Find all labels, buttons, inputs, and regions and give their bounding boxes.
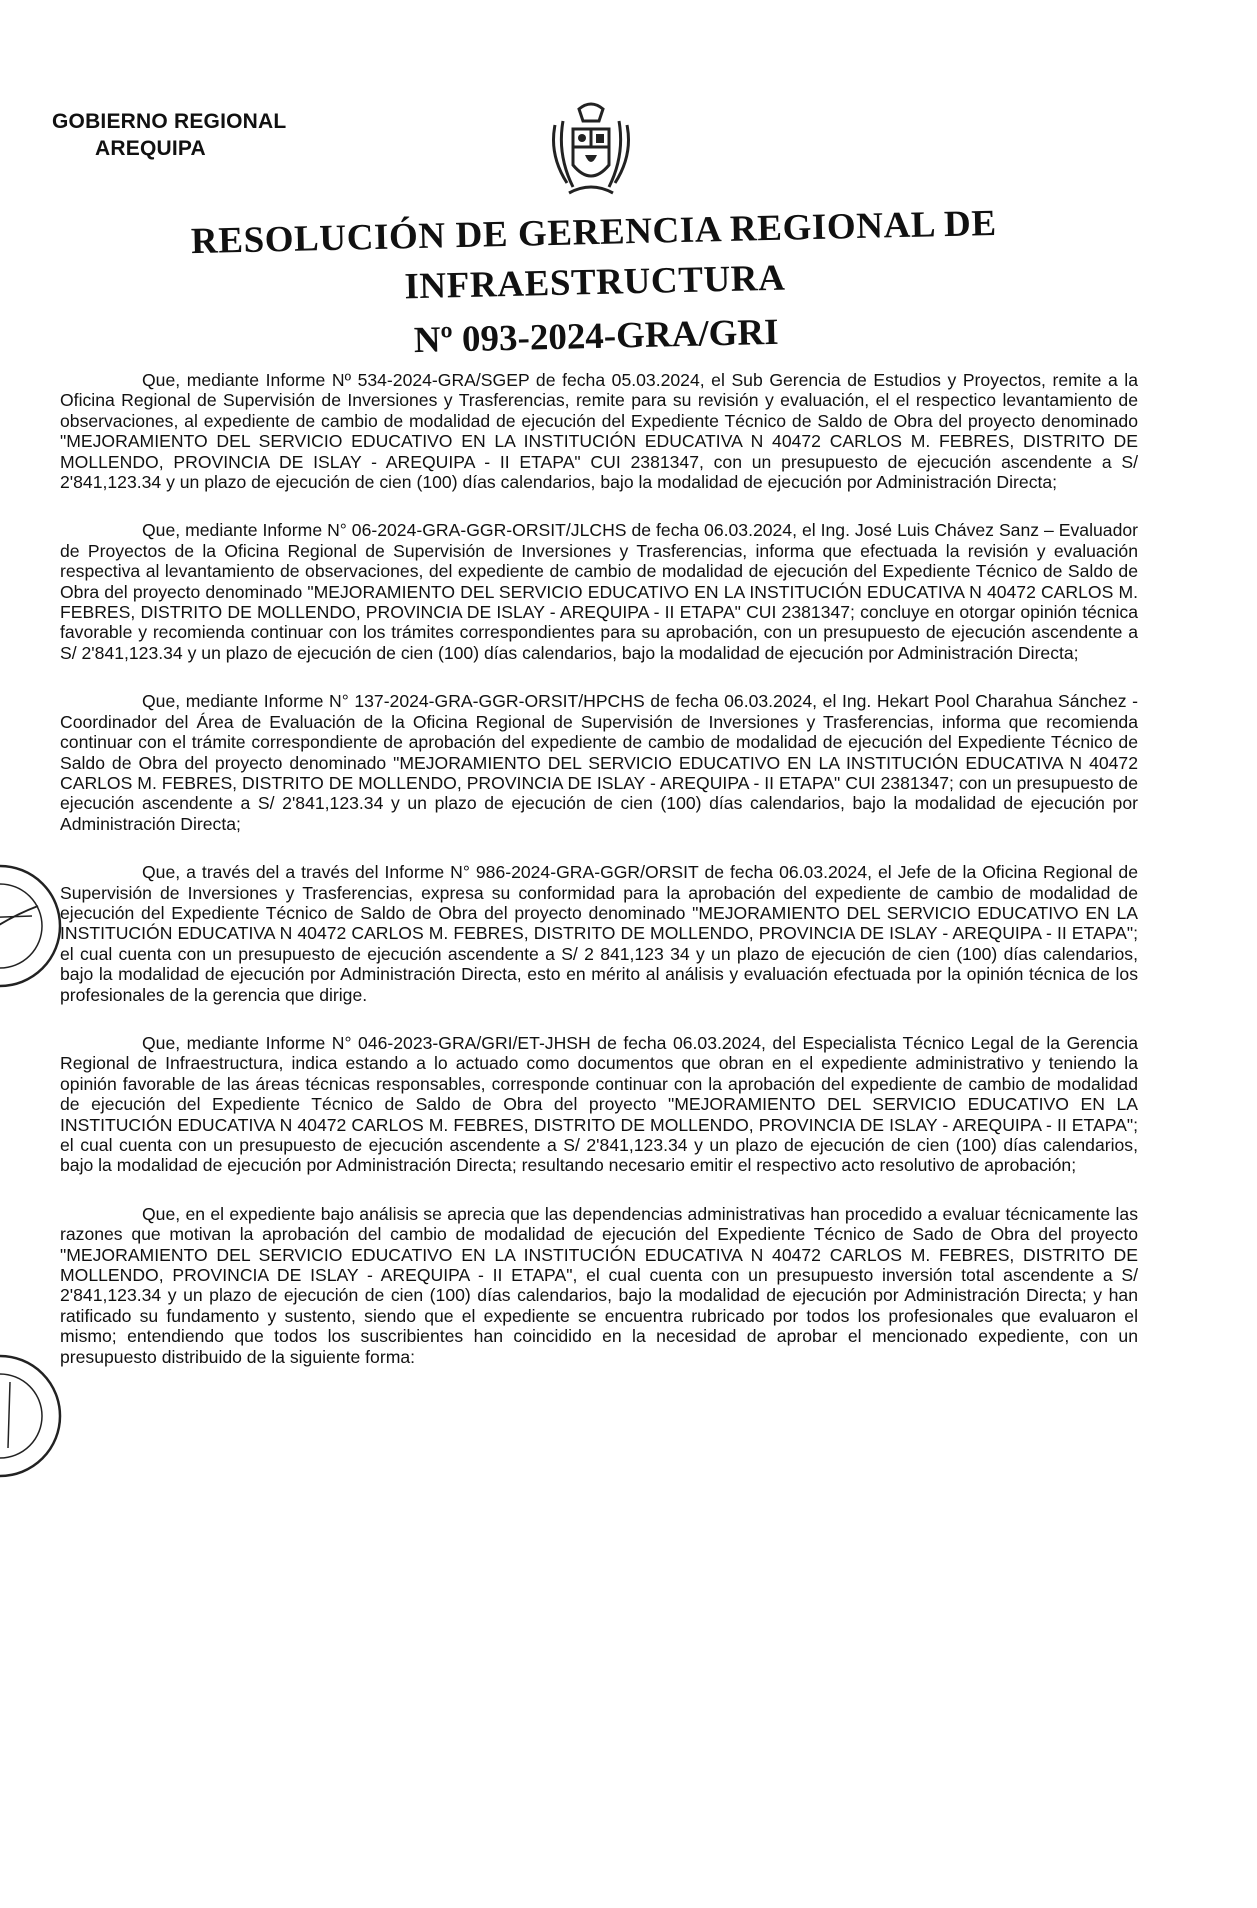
official-seal-stamp-2: [0, 1352, 64, 1480]
paragraph-4: [60, 862, 1138, 1005]
paragraph-text: Que, mediante Informe Nº 534-2024-GRA/SGEP de fecha 05.03.2024, el Sub Gerencia de Estudios y Proyectos, remite a la Oficina Regional de Supervisión de Inversiones y Trasferencias, remite para su revisión y evaluación, el el respectico levantamiento de observaciones, al expediente de cambio de modalidad de ejecución del Expediente Técnico de Saldo de Obra del proyecto denominado "MEJORAMIENTO DEL SERVICIO EDUCATIVO EN LA INSTITUCIÓN EDUCATIVA N 40472 CARLOS M. FEBRES, DISTRITO DE MOLLENDO, PROVINCIA DE ISLAY - AREQUIPA - II ETAPA" CUI 2381347, con un presupuesto de ejecución ascendente a S/ 2'841,123.34 y un plazo de ejecución de cien (100) días calendarios, bajo la modalidad de ejecución por Administración Directa;: [60, 370, 1138, 493]
title-line-1: RESOLUCIÓN DE GERENCIA REGIONAL DE INFRAESTRUCTURA: [190, 202, 998, 308]
official-seal-stamp-1: [0, 862, 64, 990]
paragraph-2: [60, 520, 1138, 663]
issuer-line-1: GOBIERNO REGIONAL: [52, 110, 287, 133]
paragraph-text: Que, a través del a través del Informe N° 986-2024-GRA-GGR/ORSIT de fecha 06.03.2024, el Jefe de la Oficina Regional de Supervisión de Inversiones y Trasferencias, expresa su conformidad para la aprobación del expediente de cambio de modalidad de ejecución del Expediente Técnico de Saldo de Obra del proyecto denominado "MEJORAMIENTO DEL SERVICIO EDUCATIVO EN LA INSTITUCIÓN EDUCATIVA N 40472 CARLOS M. FEBRES, DISTRITO DE MOLLENDO, PROVINCIA DE ISLAY - AREQUIPA - II ETAPA"; el cual cuenta con un presupuesto de ejecución ascendente a S/ 2 841,123 34 y un plazo de ejecución de cien (100) días calendarios, bajo la modalidad de ejecución por Administración Directa, esto en mérito al análisis y evaluación efectuada por la opinión técnica de los profesionales de la gerencia que dirige.: [60, 862, 1138, 1005]
paragraph-6: [60, 1204, 1138, 1367]
paragraph-text: Que, mediante Informe N° 046-2023-GRA/GRI/ET-JHSH de fecha 06.03.2024, del Especialista Técnico Legal de la Gerencia Regional de Infraestructura, indica estando a lo actuado como documentos que obran en el expediente administrativo y teniendo la opinión favorable de las áreas técnicas responsables, corresponde continuar con la aprobación del expediente de cambio de modalidad de ejecución del Expediente Técnico de Saldo de Obra del proyecto "MEJORAMIENTO DEL SERVICIO EDUCATIVO EN LA INSTITUCIÓN EDUCATIVA N 40472 CARLOS M. FEBRES, DISTRITO DE MOLLENDO, PROVINCIA DE ISLAY - AREQUIPA - II ETAPA"; el cual cuenta con un presupuesto de ejecución ascendente a S/ 2'841,123.34 y un plazo de ejecución de cien (100) días calendarios, bajo la modalidad de ejecución por Administración Directa; resultando necesario emitir el respectivo acto resolutivo de aprobación;: [60, 1032, 1138, 1176]
peru-coat-of-arms-icon: [537, 95, 645, 203]
paragraph-text: Que, mediante Informe N° 06-2024-GRA-GGR-ORSIT/JLCHS de fecha 06.03.2024, el Ing. José Luis Chávez Sanz – Evaluador de Proyectos de la Oficina Regional de Supervisión de Inversiones y Trasferencias, informa que efectuada la revisión y evaluación respectiva al levantamiento de observaciones, del expediente de cambio de modalidad de ejecución del Expediente Técnico de Saldo de Obra del proyecto denominado "MEJORAMIENTO DEL SERVICIO EDUCATIVO EN LA INSTITUCIÓN EDUCATIVA N 40472 CARLOS M. FEBRES, DISTRITO DE MOLLENDO, PROVINCIA DE ISLAY - AREQUIPA - II ETAPA" CUI 2381347; concluye en otorgar opinión técnica favorable y recomienda continuar con los trámites correspondientes para su aprobación, con un presupuesto de ejecución ascendente a S/ 2'841,123.34 y un plazo de ejecución de cien (100) días calendarios, bajo la modalidad de ejecución por Administración Directa;: [60, 520, 1138, 663]
resolution-number: Nº 093-2024-GRA/GRI: [413, 311, 779, 362]
issuer-line-2: AREQUIPA: [95, 137, 206, 160]
paragraph-1: [60, 370, 1138, 492]
issuer-block: [52, 108, 286, 162]
paragraph-text: Que, mediante Informe N° 137-2024-GRA-GGR-ORSIT/HPCHS de fecha 06.03.2024, el Ing. Hekart Pool Charahua Sánchez - Coordinador del Área de Evaluación de la Oficina Regional de Supervisión de Inversiones y Trasferencias, informa que recomienda continuar con el trámite correspondiente de aprobación del expediente de cambio de modalidad de ejecución del Expediente Técnico de Saldo de Obra del proyecto denominado "MEJORAMIENTO DEL SERVICIO EDUCATIVO EN LA INSTITUCIÓN EDUCATIVA N 40472 CARLOS M. FEBRES, DISTRITO DE MOLLENDO, PROVINCIA DE ISLAY - AREQUIPA - II ETAPA" CUI 2381347; con un presupuesto de ejecución ascendente a S/ 2'841,123.34 y un plazo de ejecución de cien (100) días calendarios, bajo la modalidad de ejecución por Administración Directa;: [60, 691, 1138, 834]
resolution-title: [68, 196, 1121, 374]
paragraph-text: Que, en el expediente bajo análisis se aprecia que las dependencias administrativas han procedido a evaluar técnicamente las razones que motivan la aprobación del cambio de modalidad de ejecución del Expediente Técnico de Sado de Obra del proyecto "MEJORAMIENTO DEL SERVICIO EDUCATIVO EN LA INSTITUCIÓN EDUCATIVA N 40472 CARLOS M. FEBRES, DISTRITO DE MOLLENDO, PROVINCIA DE ISLAY - AREQUIPA - II ETAPA", el cual cuenta con un presupuesto inversión total ascendente a S/ 2'841,123.34 y un plazo de ejecución de cien (100) días calendarios, bajo la modalidad de ejecución por Administración Directa; y han ratificado su fundamento y sustento, siendo que el expediente se encuentra rubricado por todos los profesionales que evaluaron el mismo; entendiendo que todos los suscribientes han coincidido en la necesidad de aprobar el mencionado expediente, con un presupuesto distribuido de la siguiente forma:: [60, 1203, 1138, 1367]
paragraph-5: [60, 1033, 1138, 1176]
paragraph-3: [60, 691, 1138, 834]
document-body: [60, 370, 1138, 1395]
